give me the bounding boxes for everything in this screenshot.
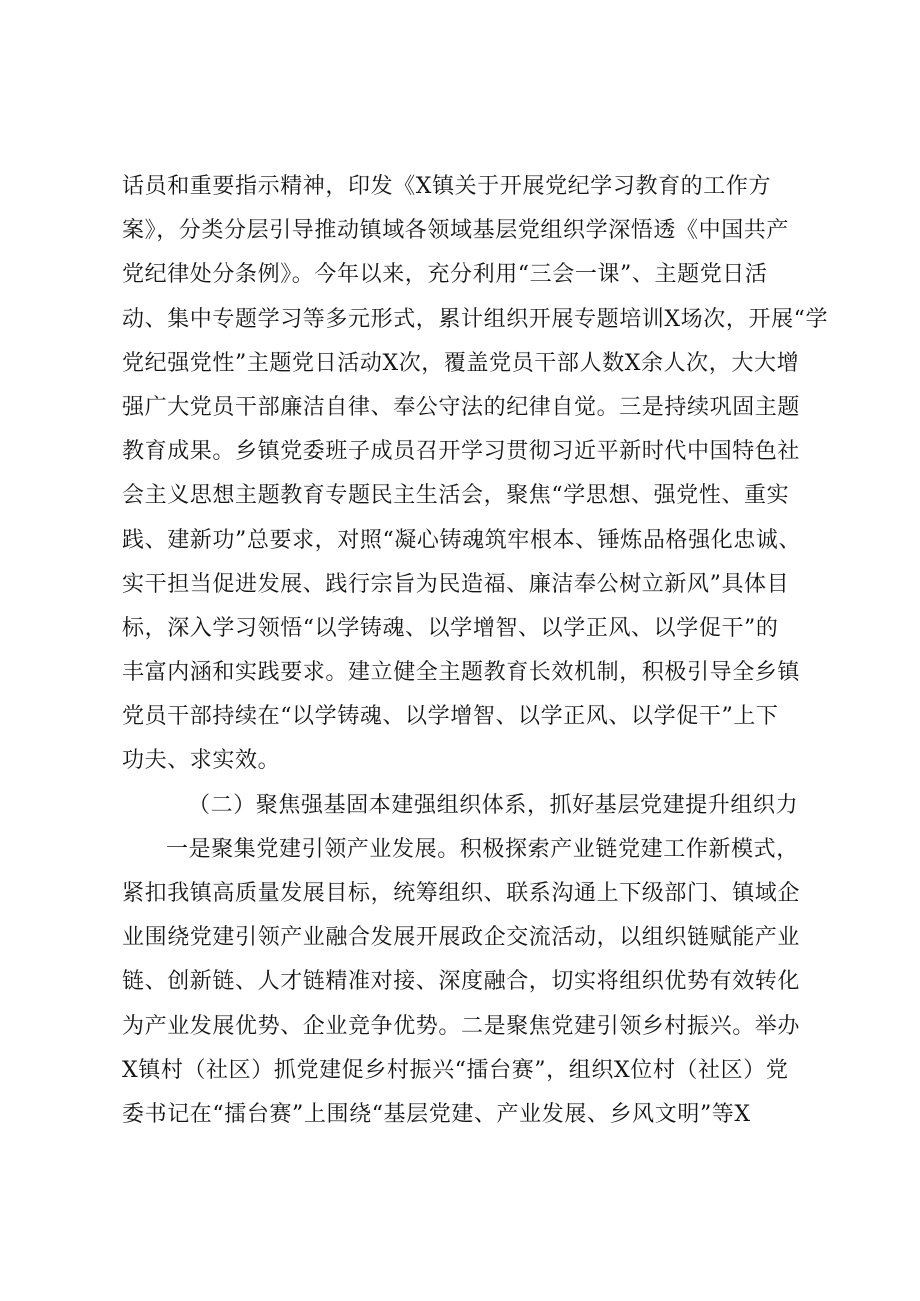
- text-line: 功夫、求实效。: [122, 748, 281, 774]
- text-line: 党纪律处分条例》。今年以来，充分利用“三会一课”、主题党日活: [122, 262, 768, 288]
- text-line: 实干担当促进发展、践行宗旨为民造福、廉洁奉公树立新风”具体目: [122, 571, 790, 597]
- text-line: 标，深入学习领悟“以学铸魂、以学增智、以学正风、以学促干”的: [122, 615, 779, 641]
- text-line: 会主义思想主题教育专题民主生活会，聚焦“学思想、强党性、重实: [122, 483, 790, 509]
- section-heading: （二）聚焦强基固本建强组织体系，抓好基层党建提升组织力: [188, 792, 799, 818]
- text-line: 为产业发展优势、企业竞争优势。二是聚焦党建引领乡村振兴。举办: [122, 1013, 801, 1039]
- text-line: 强广大党员干部廉洁自律、奉公守法的纪律自觉。三是持续巩固主题: [122, 394, 801, 420]
- text-line: 丰富内涵和实践要求。建立健全主题教育长效机制，积极引导全乡镇: [122, 660, 801, 686]
- text-line: 践、建新功”总要求，对照“凝心铸魂筑牢根本、锤炼品格强化忠诚、: [122, 527, 802, 553]
- text-line: 党纪强党性”主题党日活动X次，覆盖党员干部人数X余人次，大大增: [122, 350, 800, 376]
- text-line: 教育成果。乡镇党委班子成员召开学习贯彻习近平新时代中国特色社: [122, 439, 801, 465]
- text-line: 话员和重要指示精神，印发《X镇关于开展党纪学习教育的工作方: [122, 174, 772, 199]
- text-line: 动、集中专题学习等多元形式，累计组织开展专题培训X场次，开展“学: [122, 306, 829, 332]
- body-text: [122, 165, 829, 1137]
- text-line: 业围绕党建引领产业融合发展开展政企交流活动，以组织链赋能产业: [122, 925, 801, 951]
- text-line: 委书记在“擂台赛”上围绕“基层党建、产业发展、乡风文明”等X: [122, 1101, 751, 1127]
- text-line: 紧扣我镇高质量发展目标，统筹组织、联系沟通上下级部门、镇域企: [122, 881, 801, 906]
- text-line: 案》，分类分层引导推动镇域各领域基层党组织学深悟透《中国共产: [122, 218, 790, 244]
- text-line: 链、创新链、人才链精准对接、深度融合，切实将组织优势有效转化: [122, 969, 801, 995]
- text-line: 党员干部持续在“以学铸魂、以学增智、以学正风、以学促干”上下: [122, 704, 779, 730]
- text-line: X镇村（社区）抓党建促乡村振兴“擂台赛”，组织X位村（社区）党: [122, 1057, 789, 1083]
- text-line: 一是聚集党建引领产业发展。积极探索产业链党建工作新模式，: [166, 836, 799, 862]
